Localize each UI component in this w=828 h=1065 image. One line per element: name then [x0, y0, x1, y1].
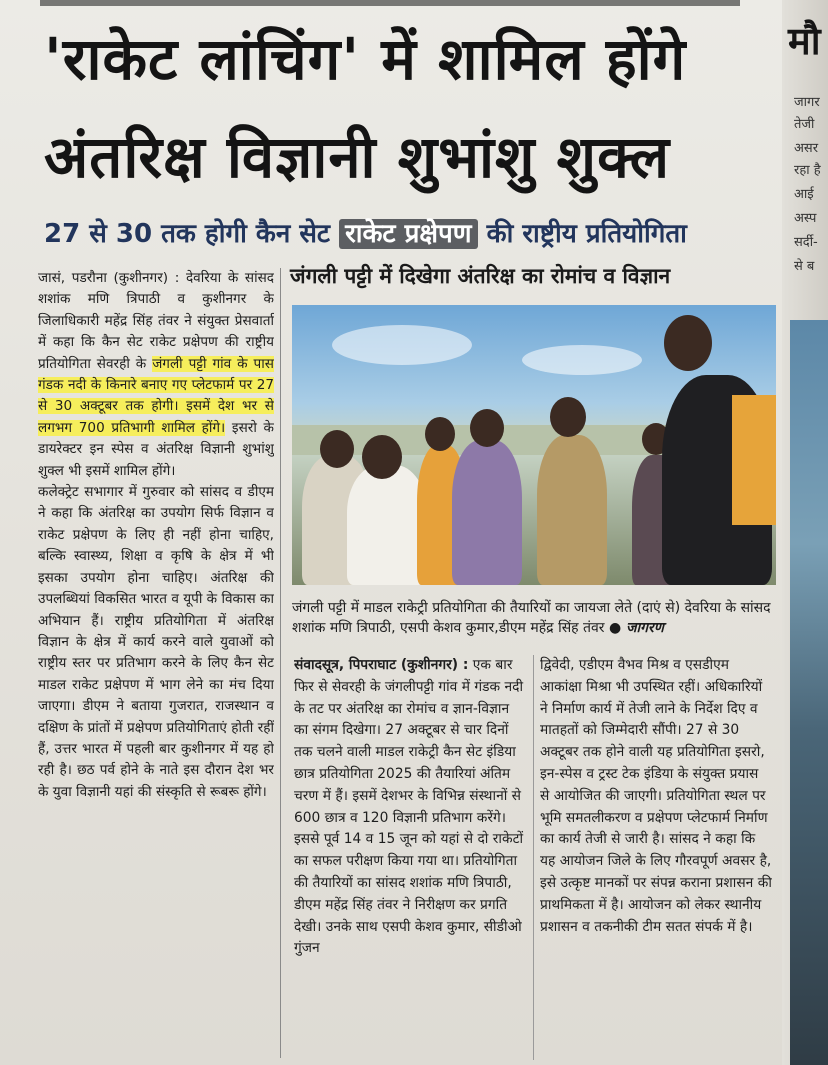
adjacent-line: तेजी: [794, 117, 815, 132]
second-col-2-text: द्विवेदी, एडीएम वैभव मिश्र व एसडीएम आकांक्षा मिश्रा भी उपस्थित रहीं। अधिकारियों ने निर्माण कार्य में तेजी लाने के निर्देश दिए व मातहतों को जिम्मेदारी सौंपी। 27 से 30 अक्टूबर तक होने वाली यह प्रतियोगिता इसरो, इन-स्पेस व ट्रस्ट टेक इंडिया के संयुक्त प्रयास से आयोजित की जाएगी। प्रतियोगिता स्थल पर भूमि समतलीकरण व प्रक्षेपण प्लेटफार्म निर्माण का कार्य तेजी से जारी है। सांसद ने कहा कि यह आयोजन जिले के लिए गौरवपूर्ण अवसर है, इसे उत्कृष्ट मानकों पर संपन्न कराना प्रशासन की प्राथमिकता में है। आयोजन को लेकर स्थानीय प्रशासन व तकनीकी टीम सतत संपर्क में है।: [540, 657, 772, 935]
subheadline-highlight: राकेट प्रक्षेपण: [339, 219, 478, 249]
adjacent-line: रहा है: [794, 163, 821, 178]
adjacent-line: आई: [794, 187, 814, 202]
news-photo: [292, 305, 776, 585]
second-story-kicker: जंगली पट्टी में दिखेगा अंतरिक्ष का रोमांच व विज्ञान: [290, 264, 671, 288]
second-story-column-1: [294, 655, 526, 1065]
second-dateline: संवादसूत्र, पिपराघाट (कुशीनगर) :: [294, 657, 469, 673]
photo-caption: [292, 598, 776, 638]
subheadline-after: की राष्ट्रीय प्रतियोगिता: [486, 219, 687, 249]
second-col-1-text: एक बार फिर से सेवरही के जंगलीपट्टी गांव में गंडक नदी के तट पर अंतरिक्ष का रोमांच व ज्ञान-विज्ञान का संगम दिखेगा। 27 अक्टूबर से चार दिनों तक चलने वाली माडल राकेट्री कैन सेट इंडिया छात्र प्रतियोगिता 2025 की तैयारियां अंतिम चरण में हैं। इसमें देशभर के विभिन्न संस्थानों से 600 छात्र व 120 विज्ञानी प्रतिभाग करेंगे। इससे पूर्व 14 व 15 जून को यहां से दो राकेटों का सफल परीक्षण किया गया था। प्रतियोगिता की तैयारियों का सांसद शशांक मणि त्रिपाठी, डीएम महेंद्र सिंह तंवर ने निरीक्षण कर प्रगति देखी। उनके साथ एसपी केशव कुमार, सीडीओ गुंजन: [294, 657, 524, 957]
second-story-column-2: [540, 655, 772, 1065]
main-para-1-highlight: जंगली पट्टी गांव के पास गंडक नदी के किनारे बनाए गए प्लेटफार्म पर 27 से 30 अक्टूबर तक होगी। इसमें देश भर से लगभग 700 प्रतिभागी शामिल होंगे।: [38, 355, 274, 436]
column-divider-2: [533, 655, 534, 1060]
adjacent-photo: [790, 320, 828, 1065]
top-rule: [40, 0, 740, 6]
photo-credit: ● जागरण: [608, 620, 664, 636]
adjacent-column: [782, 0, 828, 1065]
main-dateline: जासं, पडरौना (कुशीनगर) :: [38, 270, 180, 286]
adjacent-line: जागर: [794, 95, 820, 110]
main-para-1a: देवरिया के सांसद शशांक मणि त्रिपाठी व कुशीनगर के जिलाधिकारी महेंद्र सिंह तंवर ने संयुक्त प्रेसवार्ता में कहा कि कैन सेट राकेट प्रक्षेपण की राष्ट्रीय प्रतियोगिता सेवरही के: [38, 270, 274, 372]
main-article-para-2: कलेक्ट्रेट सभागार में गुरुवार को सांसद व डीएम ने कहा कि अंतरिक्ष का उपयोग सिर्फ विज्ञान व राकेट प्रक्षेपण के लिए ही नहीं होना चाहिए, बल्कि स्वास्थ्य, शिक्षा व कृषि के क्षेत्र में भी इसका उपयोग होना चाहिए। अंतरिक्ष की उपलब्धियां विकसित भारत व यूपी के विकास का अभियान हैं। राष्ट्रीय प्रतियोगिता में अंतरिक्ष विज्ञान के क्षेत्र में कार्य करने वाले युवाओं को राष्ट्रीय स्तर पर प्रतिभाग करने के लिए कैन सेट माडल राकेट प्रक्षेपण में भाग लेने का मंच दिया जाएगा। डीएम ने बताया गुजरात, राजस्थान व दक्षिण के प्रांतों में प्रक्षेपण प्रतियोगिताएं होती रहीं हैं, उत्तर भारत में पहली बार कुशीनगर में यह हो रही है। छठ पर्व होने के नाते इस दौरान देश भर के युवा विज्ञानी यहां की संस्कृति से रूबरू होंगे।: [38, 484, 274, 800]
adjacent-line: असर: [794, 141, 819, 156]
adjacent-line: से ब: [794, 259, 815, 274]
headline-line-1: 'राकेट लांचिंग' में शामिल होंगे: [44, 25, 687, 93]
subheadline-before: 27 से 30 तक होगी कैन सेट: [44, 219, 331, 249]
adjacent-line: सर्दी-: [794, 235, 818, 250]
caption-text: जंगली पट्टी में माडल राकेट्री प्रतियोगिता की तैयारियों का जायजा लेते (दाएं से) देवरिया के सांसद शशांक मणि त्रिपाठी, एसपी केशव कुमार,डीएम महेंद्र सिंह तंवर: [292, 600, 771, 636]
subheadline: [44, 214, 774, 254]
adjacent-line: अस्प: [794, 211, 817, 226]
main-para-1b: इसरो के डायरेक्टर इन स्पेस व अंतरिक्ष विज्ञानी शुभांशु शुक्ल भी इसमें शामिल होंगे।: [38, 419, 274, 479]
main-article-column: [38, 268, 274, 1065]
headline-line-2: अंतरिक्ष विज्ञानी शुभांशु शुक्ल: [44, 123, 671, 191]
main-article-para-1: [38, 268, 274, 482]
column-divider: [280, 268, 281, 1058]
adjacent-headline-fragment: मौ: [788, 19, 821, 63]
